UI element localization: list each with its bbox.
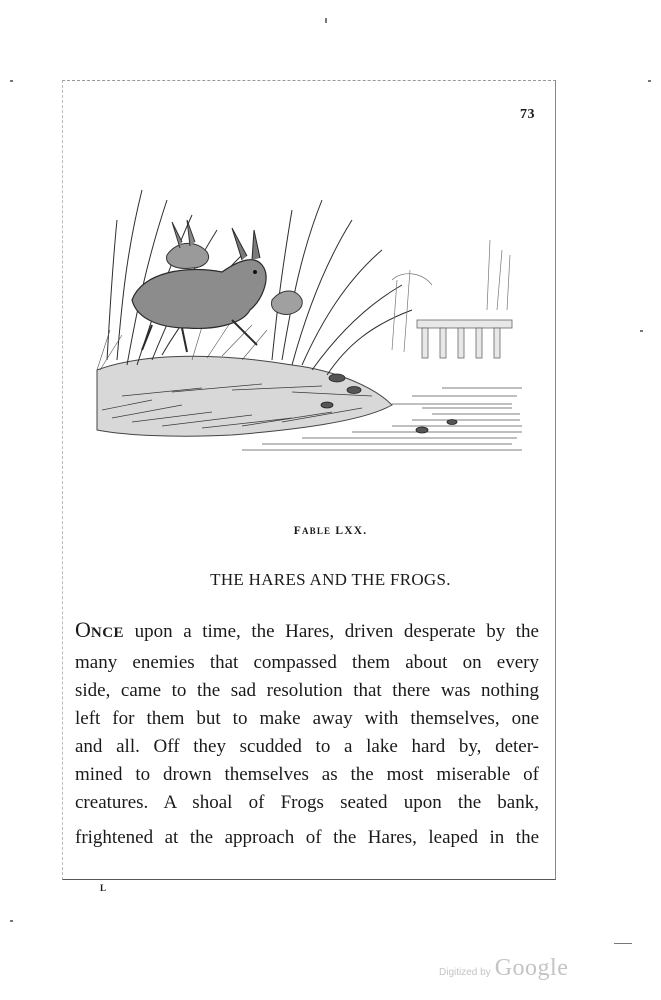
scan-speck	[648, 80, 651, 82]
body-line-7: creatures. A shoal of Frogs seated upon the bank,	[75, 792, 539, 813]
google-watermark	[439, 955, 568, 982]
printer-signature: L	[100, 883, 107, 893]
body-line-6: mined to drown themselves as the most miserable of	[75, 764, 539, 785]
watermark-brand: Google	[494, 955, 569, 981]
body-line-3: side, came to the sad resolution that there was nothing	[75, 680, 539, 701]
watermark-prefix: Digitized by	[439, 967, 491, 978]
dropcap-initial: O	[75, 617, 91, 642]
body-line-4: left for them but to make away with themselves, one	[75, 708, 539, 729]
scan-speck	[325, 18, 327, 23]
scan-speck	[10, 920, 13, 922]
page-number: 73	[520, 107, 535, 122]
fable-title: THE HARES AND THE FROGS.	[210, 570, 451, 589]
first-word-small-caps: NCE	[90, 625, 125, 641]
fable-label-number: LXX.	[335, 525, 368, 537]
body-line-2: many enemies that compassed them about on every	[75, 652, 539, 673]
fable-label-first-letter: F	[293, 525, 302, 537]
scan-speck	[640, 330, 643, 332]
fable-label-small-caps: ABLE	[301, 526, 332, 536]
body-line-1-text: upon a time, the Hares, driven desperate by the	[124, 621, 539, 642]
body-line-8: frightened at the approach of the Hares, leaped in the	[75, 827, 539, 848]
body-line-1	[75, 617, 539, 643]
scan-speck	[10, 80, 13, 82]
body-line-5: and all. Off they scudded to a lake hard by, deter-	[75, 736, 539, 757]
scan-line	[614, 943, 632, 944]
fable-illustration	[92, 160, 532, 470]
fable-number-label	[0, 525, 661, 537]
